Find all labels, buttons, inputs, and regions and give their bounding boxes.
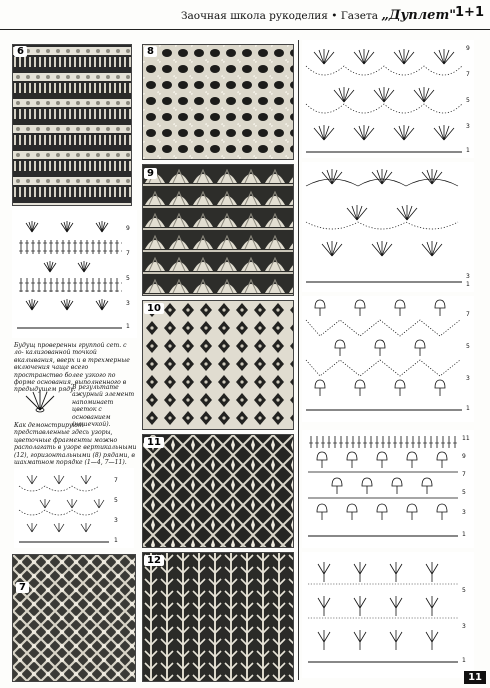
row-number: 5 [462, 587, 466, 594]
row-number: 3 [462, 509, 466, 516]
row-number: 9 [466, 45, 470, 52]
gazeta-label: Газета [340, 10, 379, 22]
chart-sample-9 [302, 162, 474, 292]
column-divider [298, 40, 299, 680]
chart-sample-10 [302, 296, 474, 422]
row-number: 3 [462, 623, 466, 630]
description-para-2: В результате ажурный элемент напоминает цветок с основанием (чашечкой). [72, 384, 135, 429]
sample-number-12: 12 [144, 555, 164, 566]
row-number: 1 [126, 323, 130, 330]
photo-6-texture [13, 45, 132, 206]
sample-number-9: 9 [144, 168, 157, 179]
description-para-1: Будущ проверенны группой сет. с ло- кализованной точкой вкалывания, вверх и в трехмерные включения чаще всего пространство более узкого по форме основания, выполненного в предыдущем ряду. [14, 342, 130, 394]
page-number: 11 [464, 671, 486, 684]
chart-7-diagram [14, 468, 134, 548]
sample-photo-12 [142, 552, 294, 682]
row-number: 9 [126, 225, 130, 232]
brand-name: „Дуплет" [381, 8, 456, 23]
row-number: 1 [466, 281, 470, 288]
chart-11-diagram [302, 430, 474, 548]
sample-photo-6 [12, 44, 132, 206]
sample-number-8: 8 [144, 46, 157, 57]
chart-12-diagram [302, 552, 474, 678]
magazine-logo: 1+1 [455, 5, 484, 20]
row-number: 1 [462, 657, 466, 664]
sample-photo-11 [142, 434, 294, 548]
row-number: 5 [466, 97, 470, 104]
chart-6-diagram [12, 210, 137, 338]
photo-11-texture [143, 435, 294, 548]
row-number: 1 [462, 531, 466, 538]
sample-photo-8 [142, 44, 294, 160]
row-number: 9 [462, 453, 466, 460]
row-number: 3 [126, 300, 130, 307]
chart-sample-6 [12, 210, 137, 338]
sample-photo-10 [142, 300, 294, 430]
row-number: 7 [462, 471, 466, 478]
page-header [0, 0, 490, 30]
row-number: 7 [114, 477, 118, 484]
row-number: 1 [466, 147, 470, 154]
row-number: 7 [126, 250, 130, 257]
row-number: 7 [466, 311, 470, 318]
row-number: 1 [466, 405, 470, 412]
description-para-3: Как демонстрируют представленные здесь узоры, цветочные фрагменты можно располагать в узоре вертикальными (12), горизонтальными (8) рядами, в шахматном порядке (1—4, 7—11). [14, 422, 137, 467]
chart-8-diagram [302, 40, 474, 158]
chart-sample-7 [14, 468, 134, 548]
row-number: 7 [466, 71, 470, 78]
row-number: 5 [114, 497, 118, 504]
photo-10-texture [143, 301, 294, 430]
chart-10-diagram [302, 296, 474, 422]
row-number: 5 [462, 489, 466, 496]
sample-number-6: 6 [14, 46, 27, 57]
row-number: 1 [114, 537, 118, 544]
row-number: 3 [114, 517, 118, 524]
chart-9-diagram [302, 162, 474, 292]
sample-number-10: 10 [144, 303, 164, 314]
header-dot: • [331, 10, 338, 22]
photo-12-texture [143, 553, 294, 682]
row-number: 3 [466, 123, 470, 130]
row-number: 3 [466, 273, 470, 280]
sample-number-11: 11 [144, 437, 164, 448]
fan-symbol-icon [20, 388, 60, 414]
chart-sample-11 [302, 430, 474, 548]
row-number: 5 [466, 343, 470, 350]
sample-photo-9 [142, 164, 294, 296]
row-number: 5 [126, 275, 130, 282]
photo-9-texture [143, 165, 294, 296]
header-title [181, 8, 456, 23]
chart-sample-8 [302, 40, 474, 158]
row-number: 3 [466, 375, 470, 382]
sample-number-7: 7 [16, 582, 29, 593]
fan-symbol [20, 388, 60, 414]
photo-7-texture [13, 555, 136, 682]
chart-sample-12 [302, 552, 474, 678]
photo-8-texture [143, 45, 294, 160]
sample-photo-7 [12, 554, 136, 682]
row-number: 11 [462, 435, 470, 442]
school-title: Заочная школа рукоделия [180, 10, 328, 22]
